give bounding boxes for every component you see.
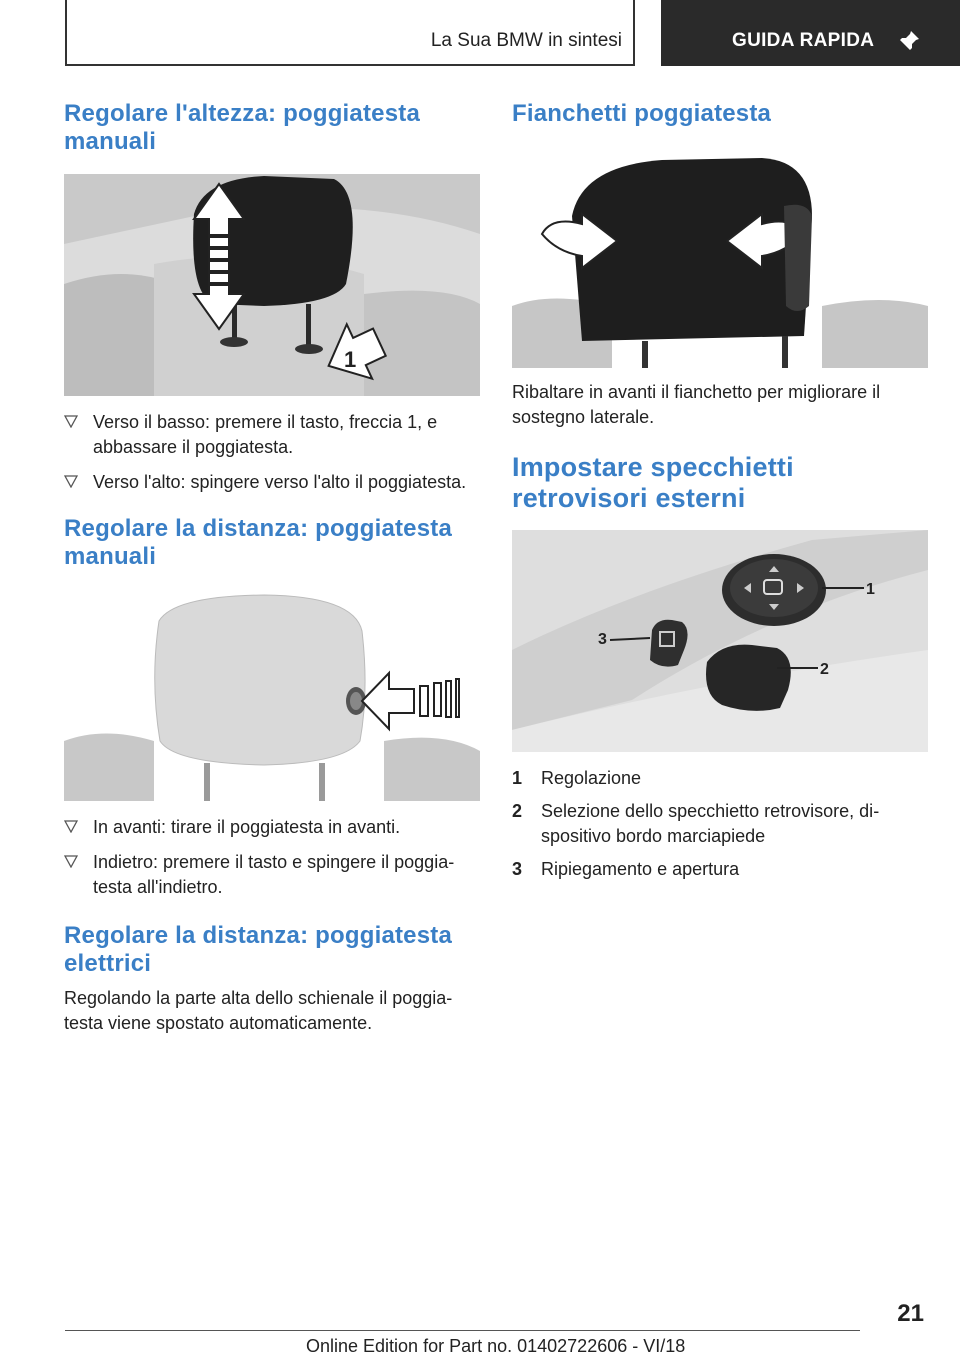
side-bolsters-description: Ribaltare in avanti il fianchetto per migliorare il sostegno laterale. (512, 382, 881, 427)
heading-mirrors: Impostare specchietti retrovisori esterni (512, 452, 794, 513)
pin-icon (896, 28, 922, 54)
header-rule-right (633, 0, 635, 66)
header-chapter-title: GUIDA RAPIDA (732, 30, 875, 51)
list-item: In avanti: tirare il poggiatesta in avanti. (64, 815, 480, 840)
heading-distance-manual: Regolare la distanza: poggiatesta manuali (64, 515, 453, 570)
figure-label-1: 1 (344, 347, 357, 372)
figure-label-3: 3 (598, 631, 607, 648)
electric-description: Regolando la parte alta dello schienale il poggiatesta viene spostato automaticamente. (64, 988, 453, 1033)
header-rule (65, 64, 635, 66)
heading-height-manual: Regolare l'altezza: poggiatesta manuali (64, 100, 420, 155)
header-section-title: La Sua BMW in sintesi (430, 30, 622, 51)
list-item: 2 Selezione dello specchietto retrovisore, dispositivo bordo marciapiede (512, 801, 880, 846)
footer-edition: Online Edition for Part no. 01402722606 - VI/18 (306, 1336, 686, 1356)
list-item: 1 Regolazione (512, 768, 642, 788)
triangle-bullet-icon (64, 855, 78, 868)
list-item: 3 Ripiegamento e apertura (512, 859, 740, 879)
list-item: Verso l'alto: spingere verso l'alto il poggiatesta. (64, 470, 480, 495)
footer-rule (65, 1330, 860, 1331)
mirror-legend-list (512, 766, 928, 882)
figure-headrest-height (64, 174, 480, 396)
right-column (512, 100, 928, 890)
heading-side-bolsters: Fianchetti poggiatesta (512, 100, 772, 127)
figure-label-2: 2 (820, 661, 829, 678)
figure-mirror-controls (512, 530, 928, 752)
heading-distance-electric: Regolare la distanza: poggiatesta elettrici (64, 922, 453, 977)
header-rule-left (65, 0, 67, 66)
figure-headrest-distance (64, 591, 480, 801)
list-item: Verso il basso: premere il tasto, freccia 1, e abbassare il poggiatesta. (64, 410, 480, 460)
height-steps-list (64, 410, 480, 495)
left-column (64, 100, 480, 1036)
figure-side-bolsters (512, 156, 928, 368)
list-item: Indietro: premere il tasto e spingere il poggiatesta all'indietro. (64, 850, 480, 900)
distance-steps-list (64, 815, 480, 900)
triangle-bullet-icon (64, 415, 78, 428)
figure-label-1: 1 (866, 581, 875, 598)
triangle-bullet-icon (64, 820, 78, 833)
page-number: 21 (897, 1300, 924, 1327)
triangle-bullet-icon (64, 475, 78, 488)
